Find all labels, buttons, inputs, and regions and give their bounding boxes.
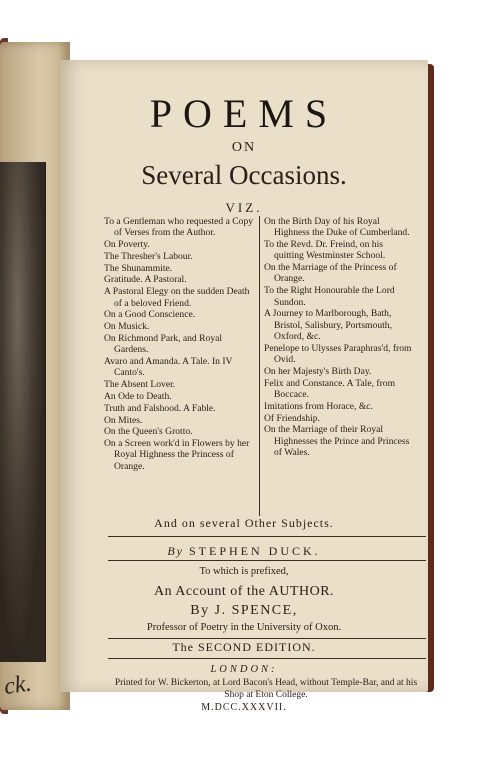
contents-item: On Mites. xyxy=(104,414,143,426)
contents-item: On the Queen's Grotto. xyxy=(104,426,193,438)
contents-item: The Thresher's Labour. xyxy=(104,250,193,262)
frontispiece-caption: ck. xyxy=(2,670,34,701)
contents-columns xyxy=(104,216,426,522)
author-name: STEPHEN DUCK. xyxy=(188,544,321,558)
contents-item: To a Gentleman who requested a Copy of Verses from the Author. xyxy=(104,216,254,239)
imprint-date: M.DCC.XXXVII. xyxy=(201,702,287,713)
contents-item: On a Good Conscience. xyxy=(104,309,196,321)
contents-item: To the Revd. Dr. Freind, on his quitting Westminster School. xyxy=(264,239,386,262)
rule-middle xyxy=(108,560,426,561)
contents-left-column xyxy=(104,216,254,473)
contents-item: On a Screen work'd in Flowers by her Royal Highness the Princess of Orange. xyxy=(104,438,250,472)
contents-item: Felix and Constance. A Tale, from Boccace. xyxy=(264,377,396,400)
contents-item: The Absent Lover. xyxy=(104,379,176,391)
contents-item: The Shunammite. xyxy=(104,262,173,274)
contents-item: On the Marriage of the Princess of Orange. xyxy=(264,262,397,285)
contents-item: A Journey to Marlborough, Bath, Bristol, Salisbury, Portsmouth, Oxford, &c. xyxy=(264,308,392,342)
contents-item: On the Marriage of their Royal Highnesses the Prince and Princess of Wales. xyxy=(264,424,410,458)
professor-line: Professor of Poetry in the University of Oxon. xyxy=(146,622,342,633)
imprint-city: LONDON: xyxy=(210,664,278,675)
rule-edition-bottom xyxy=(108,658,426,659)
contents-item: On Musick. xyxy=(104,321,150,333)
rule-edition-top xyxy=(108,638,426,639)
title-page xyxy=(60,60,428,713)
contents-item: Penelope to Ulysses Paraphras'd, from Ovid. xyxy=(264,342,412,366)
contents-item: On the Birth Day of his Royal Highness the Duke of Cumberland. xyxy=(264,216,410,239)
contents-item: On Poverty. xyxy=(104,239,150,251)
other-subjects: And on several Other Subjects. xyxy=(154,516,334,530)
title-on: ON xyxy=(231,140,257,155)
contents-item: On her Majesty's Birth Day. xyxy=(264,365,372,377)
contents-item: A Pastoral Elegy on the sudden Death of a beloved Friend. xyxy=(104,286,250,309)
prefixed-line: To which is prefixed, xyxy=(199,566,289,577)
book-subtitle: Several Occasions. xyxy=(141,160,347,190)
viz-heading: VIZ. xyxy=(225,200,263,215)
frontispiece-engraving xyxy=(0,162,46,662)
contents-item: On Richmond Park, and Royal Gardens. xyxy=(104,332,223,356)
contents-item: Gratitude. A Pastoral. xyxy=(104,274,187,286)
book-title: POEMS xyxy=(149,91,339,136)
contents-item: Of Friendship. xyxy=(264,412,320,424)
contents-item: To the Right Honourable the Lord Sundon. xyxy=(264,285,395,308)
contents-item: Imitations from Horace, &c. xyxy=(264,400,373,412)
byline-by: By xyxy=(167,544,184,558)
contents-item: An Ode to Death. xyxy=(104,390,172,402)
spence-line: By J. SPENCE, xyxy=(190,603,298,618)
edition-line: The SECOND EDITION. xyxy=(172,640,316,654)
account-line: An Account of the AUTHOR. xyxy=(153,584,335,599)
contents-right-column xyxy=(264,216,414,459)
byline xyxy=(60,544,428,559)
column-divider xyxy=(259,216,260,516)
contents-item: Truth and Falshood. A Fable. xyxy=(104,402,216,414)
imprint-printer: Printed for W. Bickerton, at Lord Bacon's Head, without Temple-Bar, and at his Shop at Eton College. xyxy=(114,678,418,700)
rule-top xyxy=(108,536,426,537)
contents-item: Avaro and Amanda. A Tale. In IV Canto's. xyxy=(104,356,233,379)
